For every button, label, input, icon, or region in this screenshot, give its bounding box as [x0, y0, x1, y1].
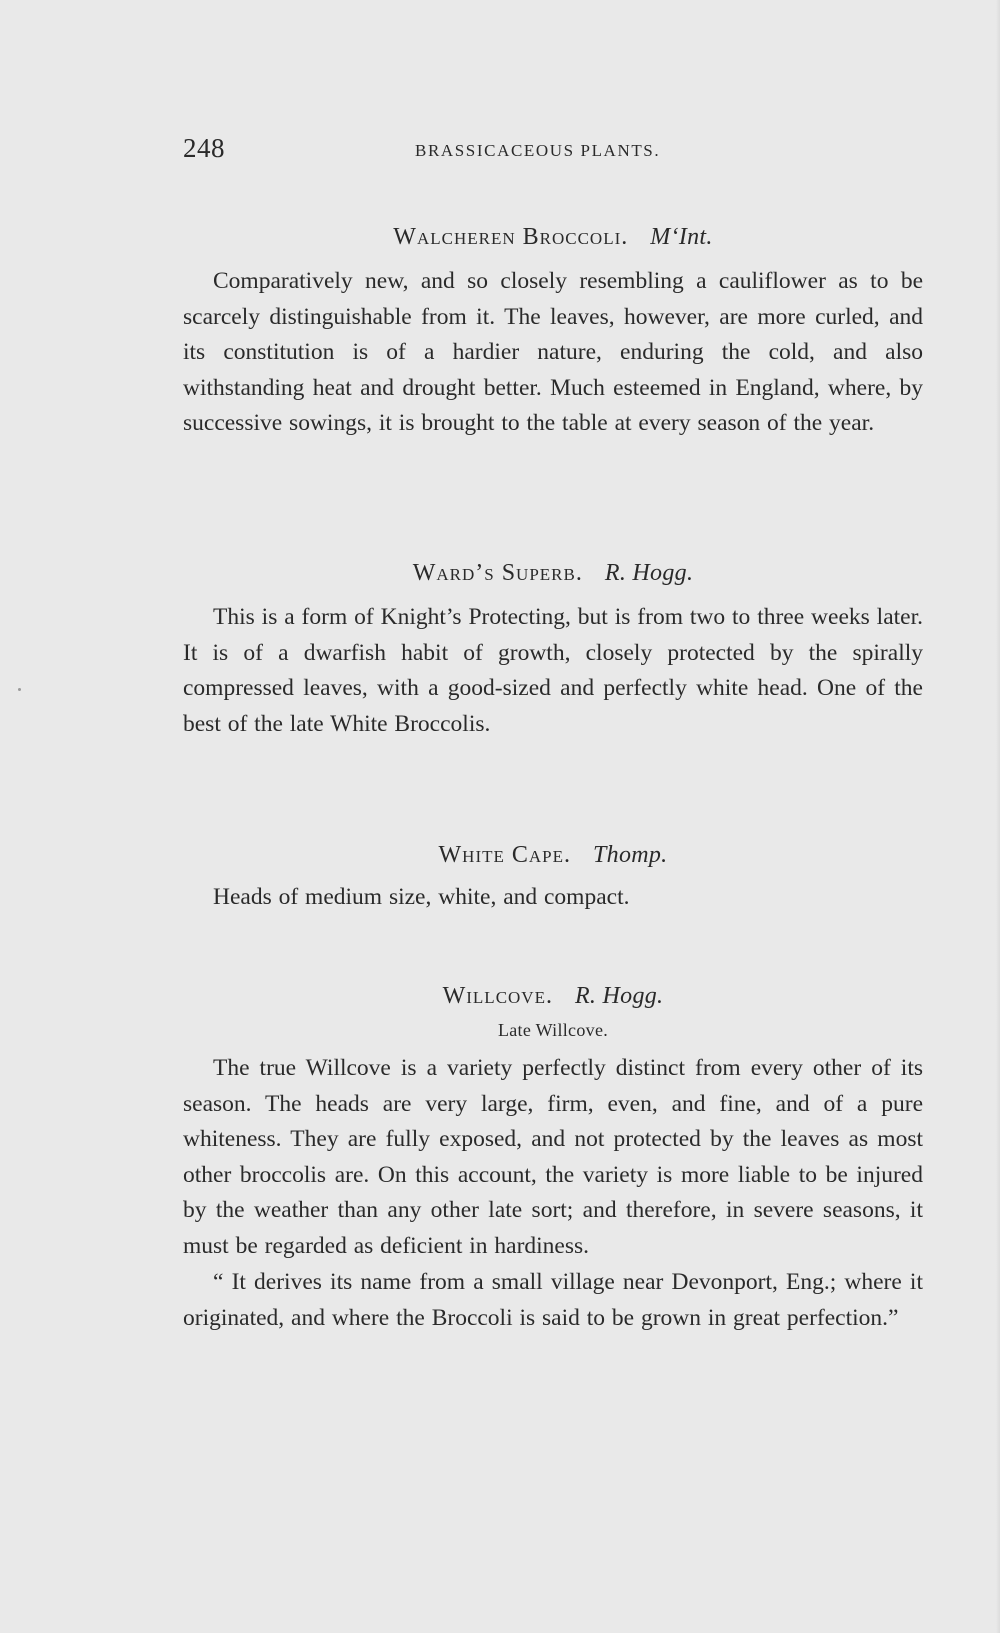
authority: Thomp. [593, 842, 668, 868]
variety-name: Walcheren Broccoli. [393, 224, 629, 250]
paragraph: The true Willcove is a variety perfectly distinct from every other of its season. The heads are very large, firm, even, and fine, and of a pure whiteness. They are fully exposed, and not protected by the leaves as most other broccolis are. On this account, the variety is more liable to be injured by the weather than any other late sort; and therefore, in severe seasons, it must be regarded as deficient in hardiness. [183, 1055, 923, 1259]
variety-name: White Cape. [438, 842, 571, 868]
authority: R. Hogg. [604, 560, 694, 586]
running-title: BRASSICACEOUS PLANTS. [415, 141, 661, 160]
page-edge [996, 0, 1000, 1633]
synonym: Late Willcove. [497, 1020, 609, 1040]
paragraph: Comparatively new, and so closely resembling a cauliflower as to be scarcely distinguishable from it. The leaves, however, are more curled, and its constitution is of a hardier nature, enduring the cold, and also withstanding heat and drought better. Much esteemed in England, where, by successive sowings, it is brought to the table at every season of the year. [183, 268, 923, 436]
entry-wards-superb [183, 558, 923, 742]
variety-name: Willcove. [442, 983, 553, 1009]
quotation-paragraph: “ It derives its name from a small village near Devonport, Eng.; where it originated, and where the Broccoli is said to be grown in great perfection.” [183, 1269, 923, 1331]
page-number: 248 [183, 133, 225, 163]
margin-speck [18, 688, 21, 691]
paragraph: Heads of medium size, white, and compact. [213, 884, 630, 910]
authority: R. Hogg. [574, 983, 664, 1009]
running-head [183, 133, 921, 173]
entry-title [183, 558, 923, 588]
variety-name: Ward’s Superb. [412, 560, 583, 586]
entry-title [183, 840, 923, 870]
entry-title [183, 981, 923, 1011]
entry-willcove [183, 981, 923, 1336]
paragraph: This is a form of Knight’s Protecting, but is from two to three weeks later. It is of a dwarfish habit of growth, closely protected by the spirally compressed leaves, with a good-sized and perfectly white head. One of the best of the late White Broccolis. [183, 604, 923, 737]
entry-title [183, 222, 923, 252]
entry-white-cape [183, 840, 923, 916]
entry-walcheren-broccoli [183, 222, 923, 442]
authority: M‘Int. [650, 224, 713, 250]
